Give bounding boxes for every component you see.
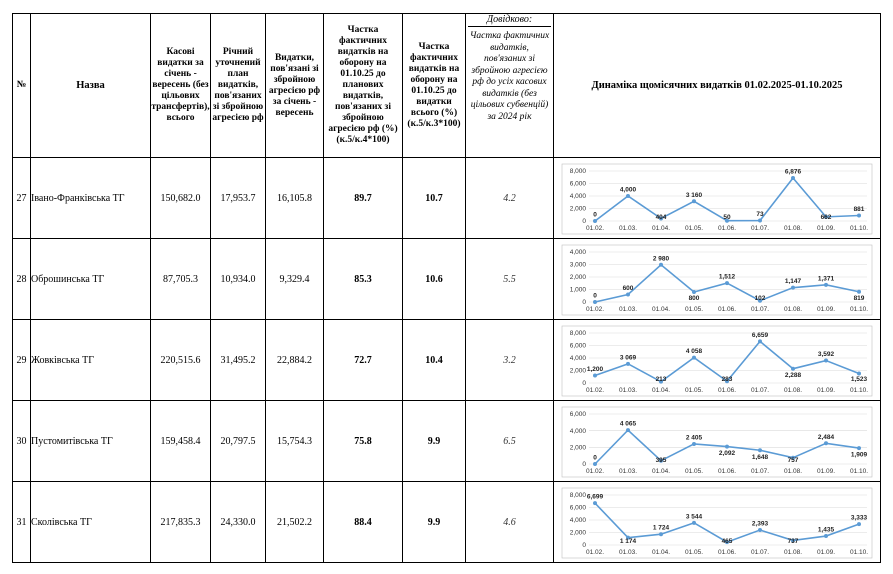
table-body xyxy=(13,158,881,563)
data-label: 6,876 xyxy=(784,168,802,176)
x-tick-label: 01.02. xyxy=(585,549,605,556)
table-row xyxy=(13,401,881,482)
data-label: 395 xyxy=(655,457,667,464)
data-label: 213 xyxy=(655,376,667,383)
y-tick-label: 6,000 xyxy=(569,180,586,188)
x-tick-label: 01.09. xyxy=(816,387,836,394)
data-label: 800 xyxy=(688,295,700,302)
reference-text: Частка фактичних видатків, пов'язаних зі збройною агресією рф до усіх касових видатків (без цільових субвенцій) за 2024 рік xyxy=(469,31,550,122)
row-reference: 4.2 xyxy=(466,158,554,239)
y-tick-label: 0 xyxy=(582,542,586,550)
reference-title: Довідково: xyxy=(468,14,551,27)
y-tick-label: 4,000 xyxy=(569,193,586,201)
row-aggression: 21,502.2 xyxy=(266,482,324,563)
data-point xyxy=(692,442,696,446)
header-dynamics: Динаміка щомісячних видатків 01.02.2025-01.10.2025 xyxy=(554,14,881,158)
data-point xyxy=(725,445,729,449)
row-reference: 3.2 xyxy=(466,320,554,401)
header-share-total: Частка фактичних видатків на оборону на 01.10.25 до видатки всього (%) (к.5/к.3*100) xyxy=(403,14,466,158)
y-tick-label: 4,000 xyxy=(569,517,586,525)
header-name: Назва xyxy=(31,14,151,158)
monthly-dynamics-chart xyxy=(557,404,877,480)
data-point xyxy=(626,428,630,432)
data-label: 1,147 xyxy=(784,278,802,286)
monthly-dynamics-chart xyxy=(557,161,877,237)
x-tick-label: 01.06. xyxy=(717,225,737,232)
y-tick-label: 6,000 xyxy=(569,504,586,512)
y-tick-label: 8,000 xyxy=(569,168,586,176)
y-tick-label: 6,000 xyxy=(569,342,586,350)
data-label: 3 069 xyxy=(619,354,637,362)
y-tick-label: 6,000 xyxy=(569,411,586,419)
data-point xyxy=(758,528,762,532)
data-point xyxy=(692,356,696,360)
header-plan: Річний уточнений план видатків, пов'язаних зі збройною агресією рф xyxy=(211,14,266,158)
y-tick-label: 3,000 xyxy=(569,261,586,269)
row-name: Оброшинська ТГ xyxy=(31,239,151,320)
row-cash: 150,682.0 xyxy=(151,158,211,239)
data-point xyxy=(659,263,663,267)
data-label: 0 xyxy=(593,292,597,300)
data-point xyxy=(791,367,795,371)
row-dynamics-chart-cell xyxy=(554,158,881,239)
table-row xyxy=(13,158,881,239)
y-tick-label: 4,000 xyxy=(569,249,586,257)
row-name: Жовківська ТГ xyxy=(31,320,151,401)
data-point xyxy=(791,176,795,180)
row-share-total: 10.7 xyxy=(403,158,466,239)
x-tick-label: 01.09. xyxy=(816,468,836,475)
data-point xyxy=(857,290,861,294)
header-num: № xyxy=(13,14,31,158)
y-tick-label: 0 xyxy=(582,461,586,469)
row-num: 28 xyxy=(13,239,31,320)
data-label: 6,659 xyxy=(751,331,769,339)
table-row xyxy=(13,239,881,320)
data-label: 404 xyxy=(655,214,667,221)
row-plan: 20,797.5 xyxy=(211,401,266,482)
row-num: 29 xyxy=(13,320,31,401)
data-point xyxy=(593,501,597,505)
x-tick-label: 01.03. xyxy=(618,387,638,394)
data-label: 73 xyxy=(756,211,764,219)
y-tick-label: 2,000 xyxy=(569,444,586,452)
monthly-dynamics-chart xyxy=(557,242,877,318)
data-label: 662 xyxy=(820,214,832,221)
x-tick-label: 01.10. xyxy=(849,387,869,394)
y-tick-label: 8,000 xyxy=(569,330,586,338)
row-cash: 159,458.4 xyxy=(151,401,211,482)
data-label: 3,592 xyxy=(817,351,835,359)
row-share-plan: 72.7 xyxy=(324,320,403,401)
header-row xyxy=(13,14,881,158)
x-tick-label: 01.08. xyxy=(783,387,803,394)
data-label: 881 xyxy=(853,205,865,213)
monthly-dynamics-chart xyxy=(557,323,877,399)
row-plan: 17,953.7 xyxy=(211,158,266,239)
data-point xyxy=(824,283,828,287)
data-point xyxy=(626,362,630,366)
row-share-plan: 88.4 xyxy=(324,482,403,563)
header-aggression: Видатки, пов'язані зі збройною агресією рф за січень - вересень xyxy=(266,14,324,158)
row-name: Сколівська ТГ xyxy=(31,482,151,563)
row-num: 30 xyxy=(13,401,31,482)
row-reference: 5.5 xyxy=(466,239,554,320)
data-point xyxy=(626,293,630,297)
monthly-dynamics-chart xyxy=(557,485,877,561)
data-label: 3,333 xyxy=(850,514,868,522)
row-num: 31 xyxy=(13,482,31,563)
data-label: 2 405 xyxy=(685,434,703,442)
x-tick-label: 01.05. xyxy=(684,549,704,556)
row-cash: 220,515.6 xyxy=(151,320,211,401)
row-share-total: 9.9 xyxy=(403,482,466,563)
data-point xyxy=(593,374,597,378)
x-tick-label: 01.07. xyxy=(750,549,770,556)
y-tick-label: 8,000 xyxy=(569,492,586,500)
data-label: 4 065 xyxy=(619,420,637,428)
x-tick-label: 01.05. xyxy=(684,225,704,232)
data-label: 0 xyxy=(593,454,597,462)
x-tick-label: 01.04. xyxy=(651,306,671,313)
data-point xyxy=(791,286,795,290)
data-label: 2,393 xyxy=(751,520,769,528)
header-reference xyxy=(466,14,554,158)
data-label: 0 xyxy=(593,211,597,219)
x-tick-label: 01.10. xyxy=(849,468,869,475)
x-tick-label: 01.09. xyxy=(816,549,836,556)
row-dynamics-chart-cell xyxy=(554,401,881,482)
x-tick-label: 01.02. xyxy=(585,387,605,394)
x-tick-label: 01.07. xyxy=(750,387,770,394)
data-label: 3 544 xyxy=(685,513,703,521)
data-point xyxy=(659,532,663,536)
data-point xyxy=(758,219,762,223)
data-label: 50 xyxy=(723,214,731,221)
row-name: Пустомитівська ТГ xyxy=(31,401,151,482)
data-label: 1,435 xyxy=(817,526,835,534)
data-label: 102 xyxy=(754,295,766,302)
x-tick-label: 01.03. xyxy=(618,306,638,313)
row-name: Івано-Франківська ТГ xyxy=(31,158,151,239)
x-tick-label: 01.10. xyxy=(849,225,869,232)
x-tick-label: 01.10. xyxy=(849,549,869,556)
y-tick-label: 4,000 xyxy=(569,427,586,435)
data-point xyxy=(692,199,696,203)
y-tick-label: 2,000 xyxy=(569,367,586,375)
y-tick-label: 0 xyxy=(582,218,586,226)
x-tick-label: 01.10. xyxy=(849,306,869,313)
x-tick-label: 01.08. xyxy=(783,225,803,232)
data-label: 600 xyxy=(622,285,634,292)
data-label: 1,523 xyxy=(850,376,868,383)
data-label: 4,000 xyxy=(619,186,637,194)
data-point xyxy=(692,521,696,525)
data-label: 2 980 xyxy=(652,255,670,263)
row-plan: 24,330.0 xyxy=(211,482,266,563)
data-label: 1,909 xyxy=(850,451,868,459)
data-label: 1 174 xyxy=(619,538,637,545)
y-tick-label: 0 xyxy=(582,299,586,307)
data-label: 4 058 xyxy=(685,348,703,356)
chart-frame xyxy=(562,488,872,558)
data-point xyxy=(824,359,828,363)
row-cash: 217,835.3 xyxy=(151,482,211,563)
data-label: 2,484 xyxy=(817,433,835,441)
data-label: 2,288 xyxy=(784,372,802,380)
row-cash: 87,705.3 xyxy=(151,239,211,320)
x-tick-label: 01.08. xyxy=(783,549,803,556)
x-tick-label: 01.03. xyxy=(618,225,638,232)
row-share-plan: 75.8 xyxy=(324,401,403,482)
data-label: 1,200 xyxy=(586,366,604,373)
x-tick-label: 01.06. xyxy=(717,549,737,556)
x-tick-label: 01.06. xyxy=(717,387,737,394)
x-tick-label: 01.08. xyxy=(783,468,803,475)
data-point xyxy=(824,441,828,445)
table-row xyxy=(13,482,881,563)
row-aggression: 15,754.3 xyxy=(266,401,324,482)
data-label: 3 160 xyxy=(685,191,703,199)
x-tick-label: 01.05. xyxy=(684,387,704,394)
row-share-total: 10.6 xyxy=(403,239,466,320)
y-tick-label: 0 xyxy=(582,380,586,388)
row-aggression: 9,329.4 xyxy=(266,239,324,320)
header-cash: Касові видатки за січень - вересень (без цільових трансфертів), всього xyxy=(151,14,211,158)
row-aggression: 22,884.2 xyxy=(266,320,324,401)
y-tick-label: 2,000 xyxy=(569,274,586,282)
data-point xyxy=(725,281,729,285)
x-tick-label: 01.04. xyxy=(651,549,671,556)
data-point xyxy=(857,371,861,375)
data-point xyxy=(626,194,630,198)
data-point xyxy=(758,339,762,343)
data-label: 465 xyxy=(721,538,733,545)
data-label: 737 xyxy=(787,538,799,545)
data-label: 757 xyxy=(787,457,799,464)
data-point xyxy=(857,213,861,217)
x-tick-label: 01.04. xyxy=(651,225,671,232)
data-label: 819 xyxy=(853,295,865,302)
data-point xyxy=(593,462,597,466)
data-point xyxy=(857,522,861,526)
row-share-total: 9.9 xyxy=(403,401,466,482)
x-tick-label: 01.07. xyxy=(750,468,770,475)
data-label: 1,512 xyxy=(718,273,736,281)
x-tick-label: 01.04. xyxy=(651,387,671,394)
data-label: 1 724 xyxy=(652,524,670,532)
data-point xyxy=(593,300,597,304)
x-tick-label: 01.06. xyxy=(717,468,737,475)
x-tick-label: 01.06. xyxy=(717,306,737,313)
y-tick-label: 4,000 xyxy=(569,355,586,363)
x-tick-label: 01.03. xyxy=(618,549,638,556)
y-tick-label: 2,000 xyxy=(569,205,586,213)
row-reference: 6.5 xyxy=(466,401,554,482)
row-reference: 4.6 xyxy=(466,482,554,563)
x-tick-label: 01.04. xyxy=(651,468,671,475)
data-label: 283 xyxy=(721,376,733,383)
row-dynamics-chart-cell xyxy=(554,239,881,320)
x-tick-label: 01.05. xyxy=(684,306,704,313)
x-tick-label: 01.09. xyxy=(816,306,836,313)
data-point xyxy=(692,290,696,294)
row-share-plan: 85.3 xyxy=(324,239,403,320)
chart-frame xyxy=(562,164,872,234)
x-tick-label: 01.02. xyxy=(585,225,605,232)
data-label: 1,371 xyxy=(817,275,835,283)
data-label: 2,092 xyxy=(718,450,736,458)
row-aggression: 16,105.8 xyxy=(266,158,324,239)
data-point xyxy=(593,219,597,223)
x-tick-label: 01.05. xyxy=(684,468,704,475)
row-dynamics-chart-cell xyxy=(554,320,881,401)
x-tick-label: 01.08. xyxy=(783,306,803,313)
data-point xyxy=(758,448,762,452)
table-row xyxy=(13,320,881,401)
x-tick-label: 01.02. xyxy=(585,306,605,313)
row-dynamics-chart-cell xyxy=(554,482,881,563)
y-tick-label: 1,000 xyxy=(569,286,586,294)
row-share-plan: 89.7 xyxy=(324,158,403,239)
row-plan: 10,934.0 xyxy=(211,239,266,320)
data-point xyxy=(857,446,861,450)
defense-spending-table xyxy=(12,13,881,563)
row-num: 27 xyxy=(13,158,31,239)
x-tick-label: 01.03. xyxy=(618,468,638,475)
data-label: 1,648 xyxy=(751,453,769,461)
data-label: 6,699 xyxy=(586,493,604,501)
y-tick-label: 2,000 xyxy=(569,529,586,537)
x-tick-label: 01.02. xyxy=(585,468,605,475)
x-tick-label: 01.07. xyxy=(750,225,770,232)
row-plan: 31,495.2 xyxy=(211,320,266,401)
x-tick-label: 01.07. xyxy=(750,306,770,313)
data-point xyxy=(824,534,828,538)
header-share-plan: Частка фактичних видатків на оборону на 01.10.25 до планових видатків, пов'язаних зі збройною агресією рф (%) (к.5/к.4*100) xyxy=(324,14,403,158)
x-tick-label: 01.09. xyxy=(816,225,836,232)
row-share-total: 10.4 xyxy=(403,320,466,401)
